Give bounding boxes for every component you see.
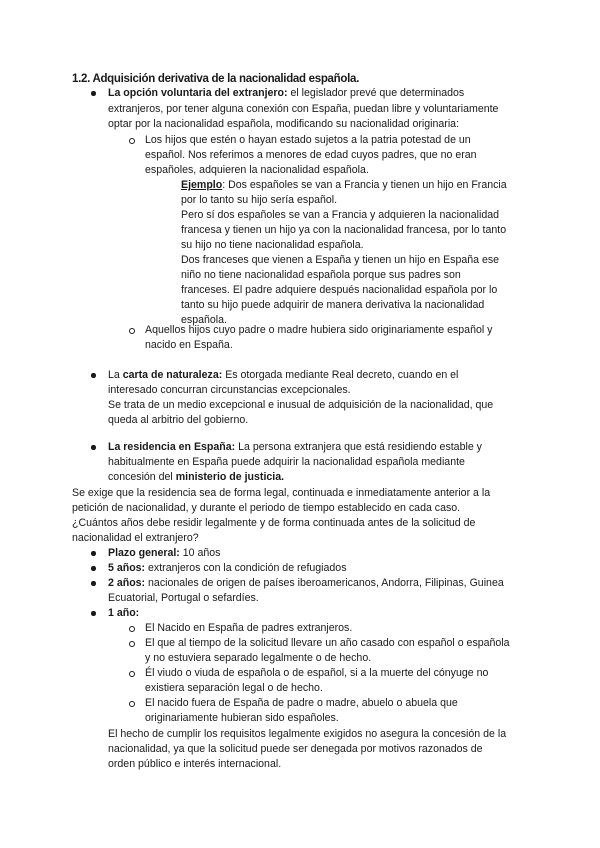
opcion-line-2: optar por la nacionalidad española, modificando su nacionalidad originaria: [108, 118, 460, 130]
uno-item-1-line-0: El que al tiempo de la solicitud llevare un año casado con español o española [145, 637, 510, 649]
para-line-2: ¿Cuántos años debe residir legalmente y de forma continuada antes de la solicitud de [72, 517, 476, 529]
opcion-heading: La opción voluntaria del extranjero: [108, 87, 288, 99]
para-line-1: petición de nacionalidad, y durante el periodo de tiempo establecido en cada caso. [72, 502, 461, 514]
residencia-line-1: habitualmente en España puede adquirir la nacionalidad española mediante [108, 456, 465, 468]
section-title: 1.2. Adquisición derivativa de la nacionalidad española. [72, 73, 359, 85]
ministerio-text: ministerio de justicia. [175, 471, 285, 483]
sub1-line-1: español. Nos referimos a menores de edad cuyos padres, que no eran [145, 149, 477, 161]
residencia-line-2 [108, 470, 284, 485]
plazo-general [108, 546, 220, 561]
carta-line-1: interesado concurran circunstancias excepcionales. [108, 384, 351, 396]
bullet-icon [91, 373, 96, 378]
sub1-line-0: Los hijos que estén o hayan estado sujetos a la patria potestad de un [145, 134, 471, 146]
opcion-line-1: extranjeros, por tener alguna conexión con España, puedan libre y voluntariamente [108, 103, 499, 115]
residencia-line-0 [108, 440, 482, 455]
plazo-cinco-text: extranjeros con la condición de refugiados [145, 562, 347, 574]
carta-text-0: Es otorgada mediante Real decreto, cuando en el [222, 369, 459, 381]
plazo-cinco-label: 5 años: [108, 562, 146, 574]
ejemplo-line-7: franceses. El padre adquiere después nacionalidad española por lo [181, 284, 498, 296]
ejemplo-line-9: española. [181, 314, 227, 326]
ejemplo-label: Ejemplo [181, 179, 223, 191]
uno-item-2-line-1: existiera separación legal o de hecho. [145, 682, 323, 694]
final-line-2: orden público e interés internacional. [108, 758, 282, 770]
opcion-line-0 [108, 86, 464, 101]
residencia-text-0: La persona extranjera que está residiendo estable y [235, 441, 482, 453]
bullet-icon [91, 581, 96, 586]
ejemplo-line-6: niño no tiene nacionalidad española porque sus padres son [181, 269, 461, 281]
circle-bullet-icon [129, 671, 135, 677]
ejemplo-line-3: francesa y tienen un hijo ya con la nacionalidad francesa, por lo tanto [181, 224, 507, 236]
bullet-icon [91, 611, 96, 616]
ejemplo-text-0: : Dos españoles se van a Francia y tienen un hijo en Francia [222, 179, 507, 191]
final-line-0: El hecho de cumplir los requisitos legalmente exigidos no asegura la concesión de la [108, 728, 507, 740]
plazo-dos [108, 576, 504, 591]
uno-item-3-line-0: El nacido fuera de España de padre o madre, abuelo o abuela que [145, 697, 458, 709]
plazo-cinco [108, 561, 347, 576]
uno-item-1-line-1: y no estuviera separado legalmente o de hecho. [145, 652, 372, 664]
carta-line-2: Se trata de un medio excepcional e inusual de adquisición de la nacionalidad, que [108, 399, 494, 411]
sub1-line-2: españoles, adquieren la nacionalidad española. [145, 164, 369, 176]
uno-item-3-line-1: originariamente hubieran sido españoles. [145, 712, 339, 724]
plazo-general-text: 10 años [179, 547, 221, 559]
carta-heading: carta de naturaleza: [122, 369, 223, 381]
ejemplo-line-4: su hijo no tiene nacionalidad española. [181, 239, 364, 251]
residencia-heading: La residencia en España: [108, 441, 236, 453]
carta-line-0 [108, 368, 458, 383]
circle-bullet-icon [129, 641, 135, 647]
bullet-icon [91, 566, 96, 571]
uno-item-2-line-0: Él viudo o viuda de española o de español, si a la muerte del cónyuge no [145, 667, 489, 679]
plazo-dos-text: nacionales de origen de países iberoamericanos, Andorra, Filipinas, Guinea [145, 577, 504, 589]
bullet-icon [91, 551, 96, 556]
circle-bullet-icon [129, 701, 135, 707]
bullet-icon [91, 91, 96, 96]
circle-bullet-icon [129, 626, 135, 632]
uno-item-0-line-0: El Nacido en España de padres extranjeros. [145, 622, 353, 634]
para-line-0: Se exige que la residencia sea de forma legal, continuada e inmediatamente anterior a la [72, 487, 491, 499]
sub2-line-0: Aquellos hijos cuyo padre o madre hubiera sido originariamente español y [145, 324, 493, 336]
ejemplo-line-0 [181, 178, 507, 193]
circle-bullet-icon [129, 138, 135, 144]
ejemplo-line-5: Dos franceses que vienen a España y tienen un hijo en España ese [181, 254, 500, 266]
plazo-dos-cont: Ecuatorial, Portugal o sefardíes. [108, 592, 259, 604]
opcion-text-0: el legislador prevé que determinados [287, 87, 465, 99]
ejemplo-line-8: tanto su hijo puede adquirir de manera derivativa la nacionalidad [181, 299, 485, 311]
sub2-line-1: nacido en España. [145, 339, 233, 351]
ejemplo-line-1: por lo tanto su hijo sería español. [181, 194, 338, 206]
residencia-text-2: concesión del [108, 471, 176, 483]
plazo-uno-label: 1 año: [108, 607, 140, 619]
plazo-dos-label: 2 años: [108, 577, 146, 589]
ejemplo-line-2: Pero sí dos españoles se van a Francia y adquieren la nacionalidad [181, 209, 500, 221]
plazo-general-label: Plazo general: [108, 547, 180, 559]
final-line-1: nacionalidad, ya que la solicitud puede ser denegada por motivos razonados de [108, 743, 483, 755]
carta-prefix: La [108, 369, 123, 381]
circle-bullet-icon [129, 328, 135, 334]
bullet-icon [91, 445, 96, 450]
carta-line-3: queda al arbitrio del gobierno. [108, 414, 249, 426]
para-line-3: nacionalidad el extranjero? [72, 532, 199, 544]
